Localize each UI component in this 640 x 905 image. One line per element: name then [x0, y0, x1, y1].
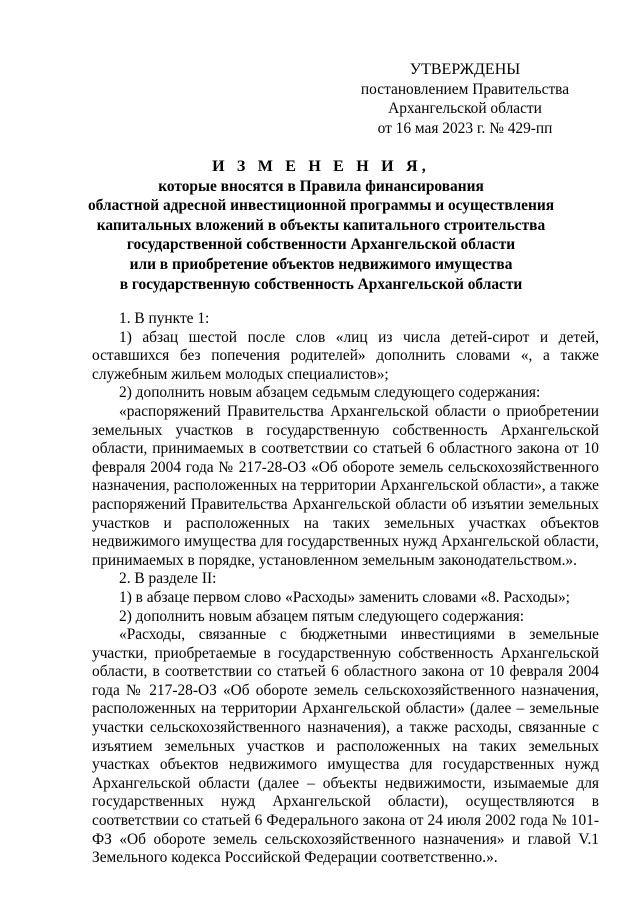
paragraph-item: 1) абзац шестой после слов «лиц из числа детей-сирот и детей, оставшихся без попечения родителей» дополнить словами «, а также служебным жильем молодых специалистов»;	[92, 328, 599, 383]
approval-word: УТВЕРЖДЕНЫ	[409, 61, 521, 78]
paragraph-quote: «Расходы, связанные с бюджетными инвестициями в земельные участки, приобретаемые в государственную собственность Архангельской области, в соответствии со статьей 6 областного закона от 10 февраля 2004 года № 217-28-ОЗ «Об обороте земель сельскохозяйственного назначения, расположенных на территории Архангельской области» (далее – земельные участки сельскохозяйственного назначения), а также расходы, связанные с изъятием земельных участков и расположенных на таких земельных участках объектов недвижимого имущества для государственных нужд Архангельской области (далее – объекты недвижимости, изымаемые для государственных нужд Архангельской области), осуществляются в соответствии со статьей 6 Федерального закона от 24 июля 2002 года № 101-ФЗ «Об обороте земель сельскохозяйственного назначения» и главой V.1 Земельного кодекса Российской Федерации соответственно.».	[92, 626, 599, 867]
paragraph-item: 2) дополнить новым абзацем пятым следующего содержания:	[119, 607, 525, 625]
title-main: И З М Е Н Е Н И Я,	[212, 158, 430, 175]
title-line: областной адресной инвестиционной программы и осуществления	[87, 197, 555, 215]
section-heading-2: 2. В разделе II:	[119, 570, 217, 588]
title-line: или в приобретение объектов недвижимого имущества	[129, 255, 513, 273]
paragraph-item: 1) в абзаце первом слово «Расходы» заменить словами «8. Расходы»;	[119, 588, 570, 606]
paragraph-quote: «распоряжений Правительства Архангельской области о приобретении земельных участков в государственную собственность Архангельской области, принимаемых в соответствии со статьей 6 областного закона от 10 февраля 2004 года № 217-28-ОЗ «Об обороте земель сельскохозяйственного назначения, расположенных на территории Архангельской области», а также распоряжений Правительства Архангельской области об изъятии земельных участков и расположенных на таких земельных участках объектов недвижимого имущества для государственных нужд Архангельской области, принимаемых в порядке, установленном земельным законодательством.».	[92, 402, 599, 569]
document-title	[60, 157, 582, 294]
approval-line-3: от 16 мая 2023 г. № 429-пп	[377, 119, 553, 137]
title-line: государственной собственности Архангельской области	[126, 236, 516, 254]
paragraph-item: 2) дополнить новым абзацем седьмым следующего содержания:	[119, 384, 541, 402]
document-body	[92, 310, 599, 868]
approval-line-1: постановлением Правительства	[360, 80, 570, 98]
approval-stamp	[330, 60, 600, 138]
title-line: которые вносятся в Правила финансирования	[158, 177, 484, 195]
approval-line-2: Архангельской области	[388, 100, 542, 117]
title-line: капитальных вложений в объекты капитального строительства	[96, 216, 546, 234]
title-line: в государственную собственность Архангельской области	[119, 275, 523, 293]
section-heading-1: 1. В пункте 1:	[119, 310, 210, 327]
